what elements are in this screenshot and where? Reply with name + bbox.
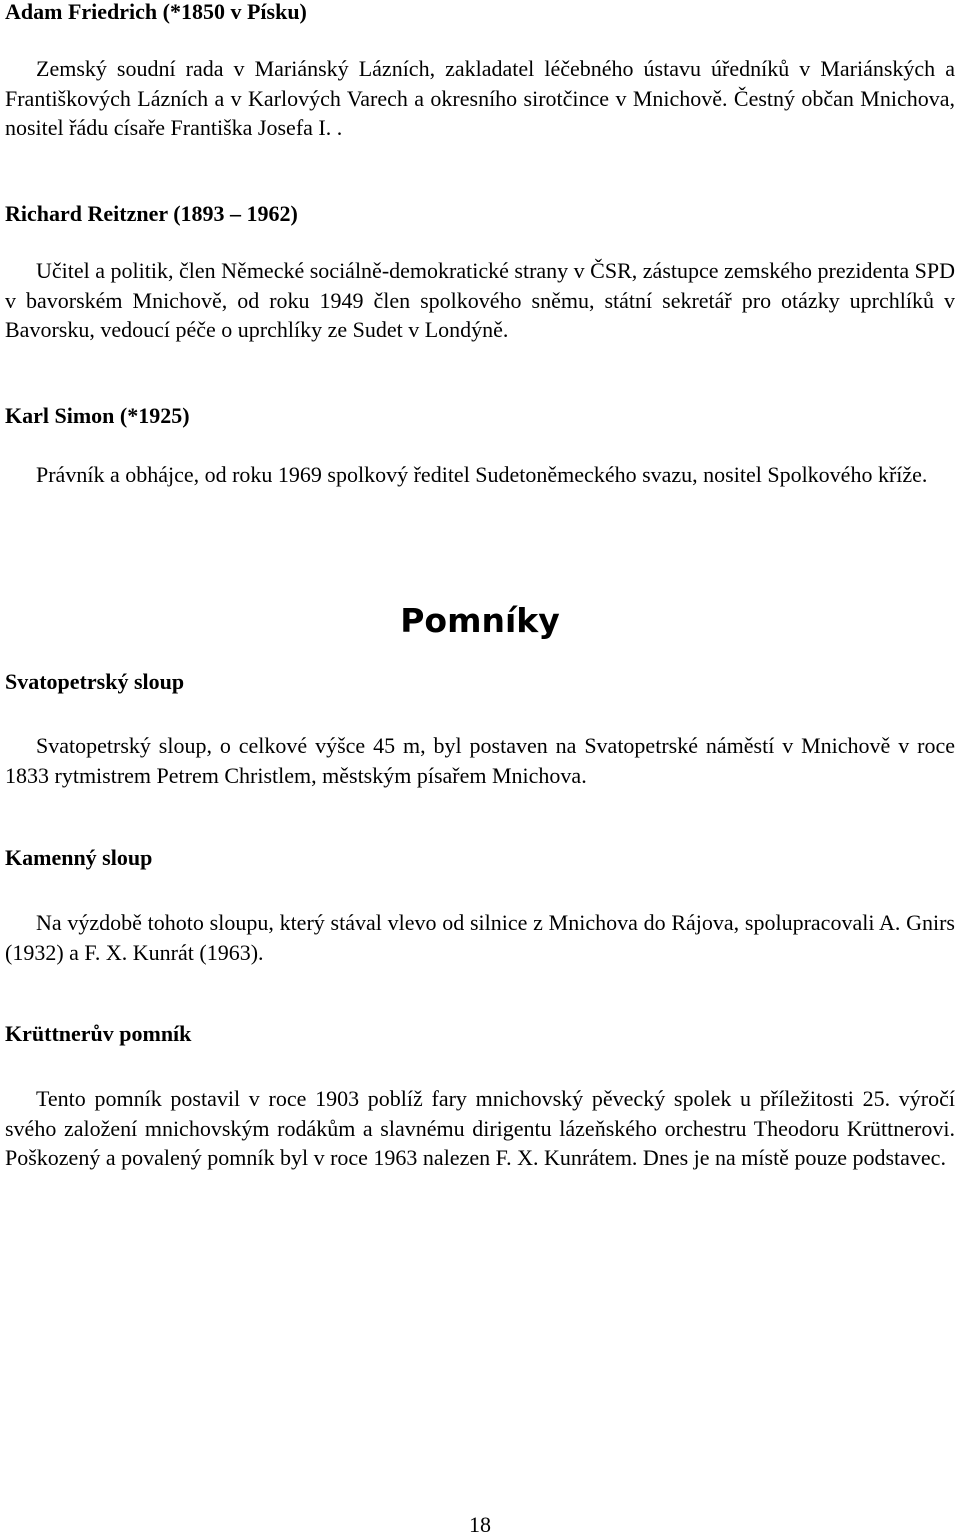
entry-text-richard-reitzner: Učitel a politik, člen Německé sociálně-demokratické strany v ČSR, zástupce zemského prezidenta SPD v bavorském Mnichově, od roku 1949 člen spolkového sněmu, státní sekretář pro otázky uprchlíků v Bavorsku, vedoucí péče o uprchlíky ze Sudet v Londýně. <box>5 258 955 342</box>
section-title: Pomníky <box>400 601 560 640</box>
monument-heading-kruttneruv-pomnik: Krüttnerův pomník <box>5 1021 192 1046</box>
entry-heading-richard-reitzner: Richard Reitzner (1893 – 1962) <box>5 201 298 226</box>
monument-heading-svatopetrsky-sloup: Svatopetrský sloup <box>5 669 185 694</box>
monument-text-kamenny-sloup: Na výzdobě tohoto sloupu, který stával vlevo od silnice z Mnichova do Rájova, spolupracovali A. Gnirs (1932) a F. X. Kunrát (1963). <box>5 910 955 965</box>
monument-text-svatopetrsky-sloup: Svatopetrský sloup, o celkové výšce 45 m, byl postaven na Svatopetrské náměstí v Mnichově v roce 1833 rytmistrem Petrem Christlem, městským písařem Mnichova. <box>5 733 955 788</box>
entry-heading-karl-simon: Karl Simon (*1925) <box>5 403 190 428</box>
page-number: 18 <box>469 1512 491 1537</box>
entry-text-adam-friedrich: Zemský soudní rada v Mariánský Lázních, zakladatel léčebného ústavu úředníků v Mariánských a Františkových Lázních a v Karlových Varech a okresního sirotčince v Mnichově. Čestný občan Mnichova, nositel řádu císaře Františka Josefa I. . <box>5 56 955 140</box>
monument-heading-kamenny-sloup: Kamenný sloup <box>5 845 153 870</box>
entry-text-karl-simon: Právník a obhájce, od roku 1969 spolkový ředitel Sudetoněmeckého svazu, nositel Spolkového kříže. <box>36 462 928 487</box>
entry-heading-adam-friedrich: Adam Friedrich (*1850 v Písku) <box>5 0 307 24</box>
monument-text-kruttneruv-pomnik: Tento pomník postavil v roce 1903 poblíž fary mnichovský pěvecký spolek u příležitosti 25. výročí svého založení mnichovským rodákům a slavnému dirigentu lázeňského orchestru Theodoru Krüttnerovi. Poškozený a povalený pomník byl v roce 1963 nalezen F. X. Kunrátem. Dnes je na místě pouze podstavec. <box>5 1086 955 1170</box>
